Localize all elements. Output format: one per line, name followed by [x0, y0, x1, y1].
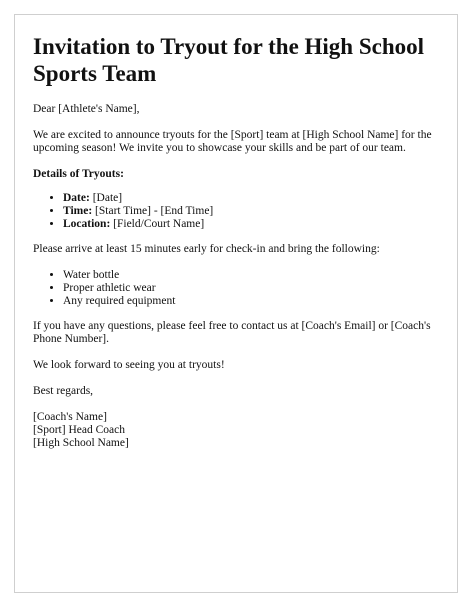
letter-title: Invitation to Tryout for the High School Sports Team [33, 34, 425, 86]
detail-label: Date: [63, 192, 90, 204]
signature-role: [Sport] Head Coach [33, 424, 125, 436]
bring-item: • Proper athletic wear [63, 282, 445, 295]
detail-item-time [63, 205, 445, 218]
detail-label: Time: [63, 205, 93, 217]
bring-item: • Water bottle [63, 269, 445, 282]
questions-paragraph: If you have any questions, please feel free to contact us at [Coach's Email] or [Coach's Phone Number]. [33, 320, 431, 345]
sign-off: Best regards, [33, 385, 94, 397]
detail-value: [Date] [89, 192, 123, 204]
signature-block [33, 411, 445, 450]
greeting: Dear [Athlete's Name], [33, 103, 140, 115]
detail-item-location [63, 218, 445, 231]
letter-body [33, 33, 445, 450]
signature-name: [Coach's Name] [33, 411, 107, 423]
bring-item: • Any required equipment [63, 295, 445, 308]
detail-value: [Start Time] - [End Time] [92, 205, 214, 217]
details-list [33, 192, 445, 231]
intro-paragraph: We are excited to announce tryouts for the [Sport] team at [High School Name] for the upcoming season! We invite you to showcase your skills and be part of our team. [33, 129, 432, 154]
detail-label: Location: [63, 218, 111, 230]
details-heading: Details of Tryouts: [33, 168, 124, 180]
arrival-note: Please arrive at least 15 minutes early for check-in and bring the following: [33, 243, 380, 255]
detail-value: [Field/Court Name] [110, 218, 205, 230]
bring-list [33, 269, 445, 308]
closing-line: We look forward to seeing you at tryouts! [33, 359, 225, 371]
signature-school: [High School Name] [33, 437, 129, 449]
detail-item-date [63, 192, 445, 205]
